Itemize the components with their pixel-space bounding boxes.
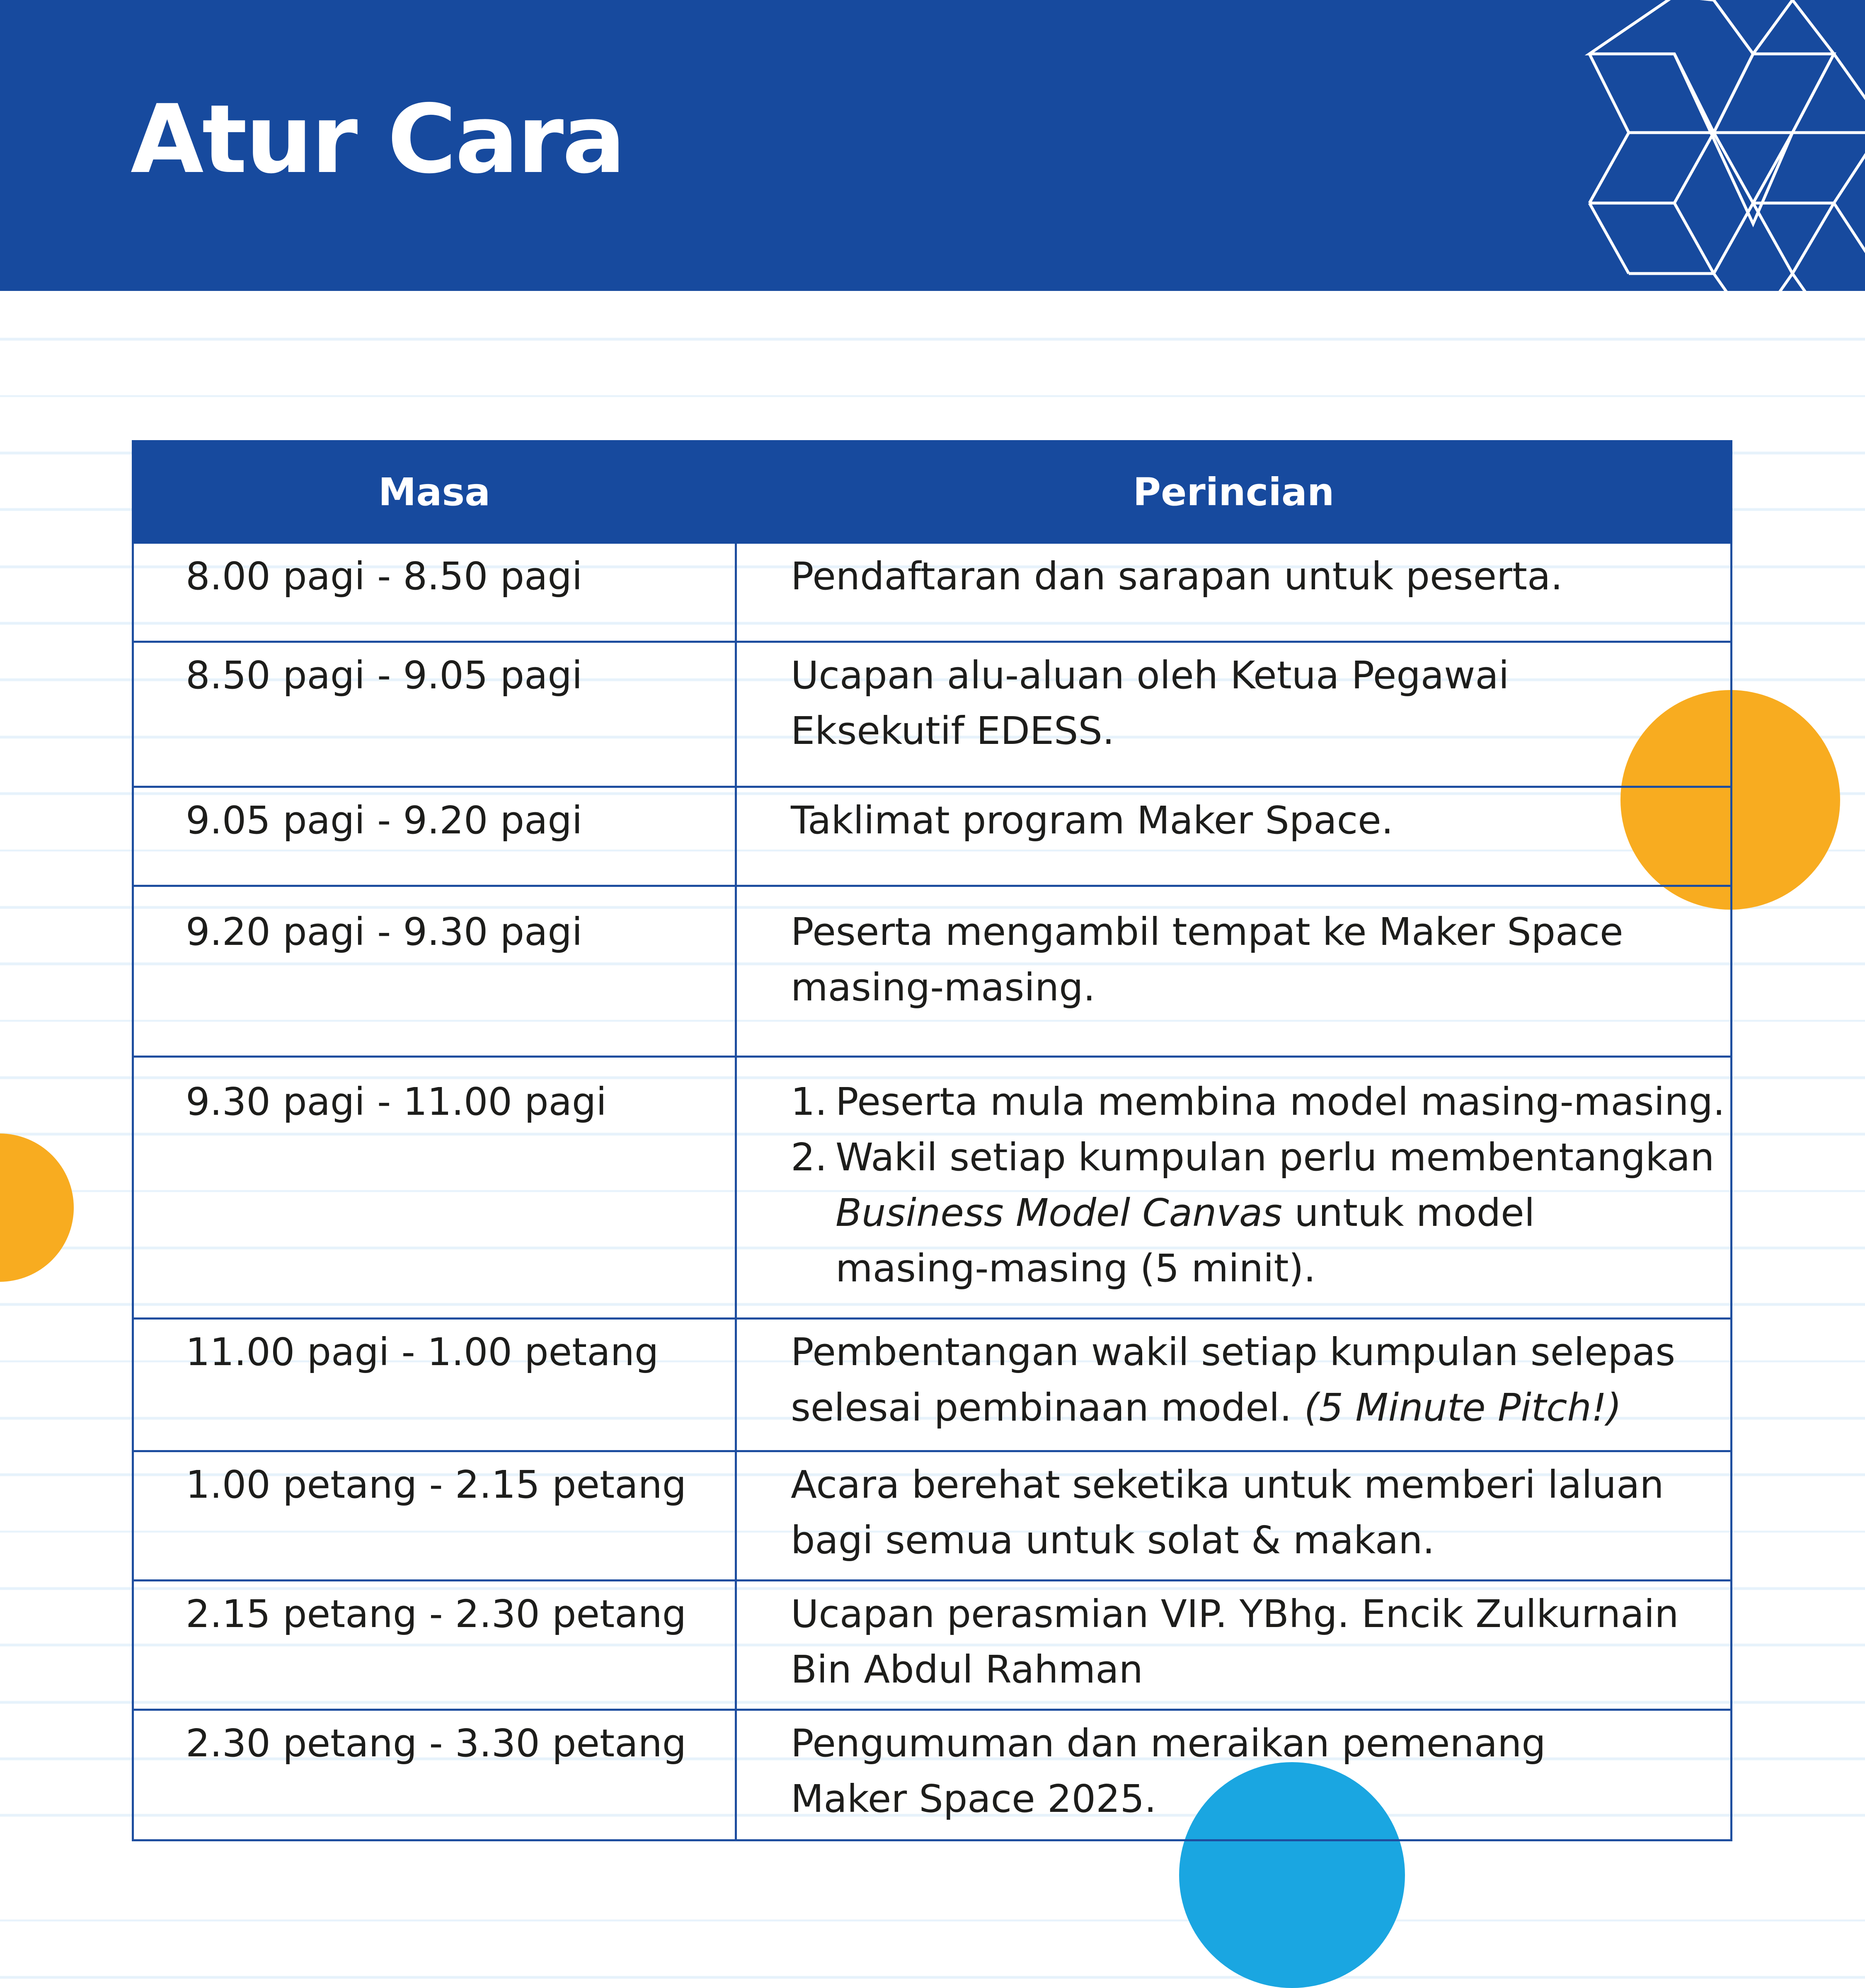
- time-cell: 2.15 petang - 2.30 petang: [133, 1581, 736, 1710]
- detail-line: Eksekutif EDESS.: [791, 709, 1115, 753]
- list-item: [791, 1074, 1725, 1130]
- detail-line: Maker Space 2025.: [791, 1777, 1157, 1821]
- time-cell: 9.20 pagi - 9.30 pagi: [133, 886, 736, 1057]
- detail-cell: [736, 1057, 1732, 1319]
- time-cell: 9.30 pagi - 11.00 pagi: [133, 1057, 736, 1319]
- page-title: Atur Cara: [131, 84, 625, 194]
- detail-line: Acara berehat seketika untuk memberi laluan: [791, 1463, 1664, 1507]
- column-header-details: Perincian: [736, 441, 1732, 543]
- italic-phrase: Business Model Canvas: [836, 1191, 1283, 1235]
- list-line: Wakil setiap kumpulan perlu membentangkan: [836, 1135, 1715, 1179]
- pitch-note: (5 Minute Pitch!): [1304, 1385, 1622, 1430]
- detail-cell: [736, 1710, 1732, 1840]
- detail-cell: [736, 787, 1732, 886]
- time-cell: 2.30 petang - 3.30 petang: [133, 1710, 736, 1840]
- detail-line: Peserta mengambil tempat ke Maker Space: [791, 910, 1623, 954]
- detail-cell: [736, 543, 1732, 642]
- detail-line: Taklimat program Maker Space.: [791, 798, 1394, 843]
- detail-line: Ucapan perasmian VIP. YBhg. Encik Zulkurnain: [791, 1592, 1679, 1636]
- table-header-row: [133, 441, 1732, 543]
- detail-line: Pembentangan wakil setiap kumpulan selepas: [791, 1330, 1676, 1374]
- table-row: [133, 886, 1732, 1057]
- schedule-table: [132, 440, 1732, 1841]
- list-line: [836, 1185, 1714, 1241]
- list-number: 1.: [791, 1080, 827, 1124]
- detail-cell: [736, 1451, 1732, 1581]
- header-banner: [0, 0, 1865, 291]
- detail-line: masing-masing.: [791, 965, 1095, 1010]
- list-line: Peserta mula membina model masing-masing.: [836, 1080, 1725, 1124]
- detail-text: selesai pembinaan model.: [791, 1385, 1292, 1430]
- time-cell: 8.00 pagi - 8.50 pagi: [133, 543, 736, 642]
- detail-line: [791, 1380, 1714, 1436]
- table-row: [133, 642, 1732, 787]
- list-line: masing-masing (5 minit).: [836, 1246, 1316, 1291]
- time-cell: 8.50 pagi - 9.05 pagi: [133, 642, 736, 787]
- table-row: [133, 1319, 1732, 1451]
- detail-line: bagi semua untuk solat & makan.: [791, 1518, 1435, 1562]
- time-cell: 9.05 pagi - 9.20 pagi: [133, 787, 736, 886]
- detail-cell: [736, 1581, 1732, 1710]
- table-row: [133, 1710, 1732, 1840]
- detail-cell: [736, 886, 1732, 1057]
- list-item: [791, 1130, 1714, 1296]
- table-row: [133, 1581, 1732, 1710]
- time-cell: 1.00 petang - 2.15 petang: [133, 1451, 736, 1581]
- time-cell: 11.00 pagi - 1.00 petang: [133, 1319, 736, 1451]
- column-header-time: Masa: [133, 441, 736, 543]
- table-row: [133, 1451, 1732, 1581]
- table-row: [133, 1057, 1732, 1319]
- detail-line: Pendaftaran dan sarapan untuk peserta.: [791, 554, 1563, 598]
- detail-cell: [736, 1319, 1732, 1451]
- list-number: 2.: [791, 1135, 827, 1179]
- detail-line: Bin Abdul Rahman: [791, 1647, 1143, 1692]
- detail-line: Ucapan alu-aluan oleh Ketua Pegawai: [791, 653, 1509, 697]
- table-row: [133, 787, 1732, 886]
- detail-line: Pengumuman dan meraikan pemenang: [791, 1721, 1546, 1765]
- detail-cell: [736, 642, 1732, 787]
- list-line-rest: untuk model: [1282, 1191, 1535, 1235]
- cube-pattern-icon: [1583, 0, 1865, 291]
- orange-circle-decoration-left: [0, 1133, 74, 1282]
- table-row: [133, 543, 1732, 642]
